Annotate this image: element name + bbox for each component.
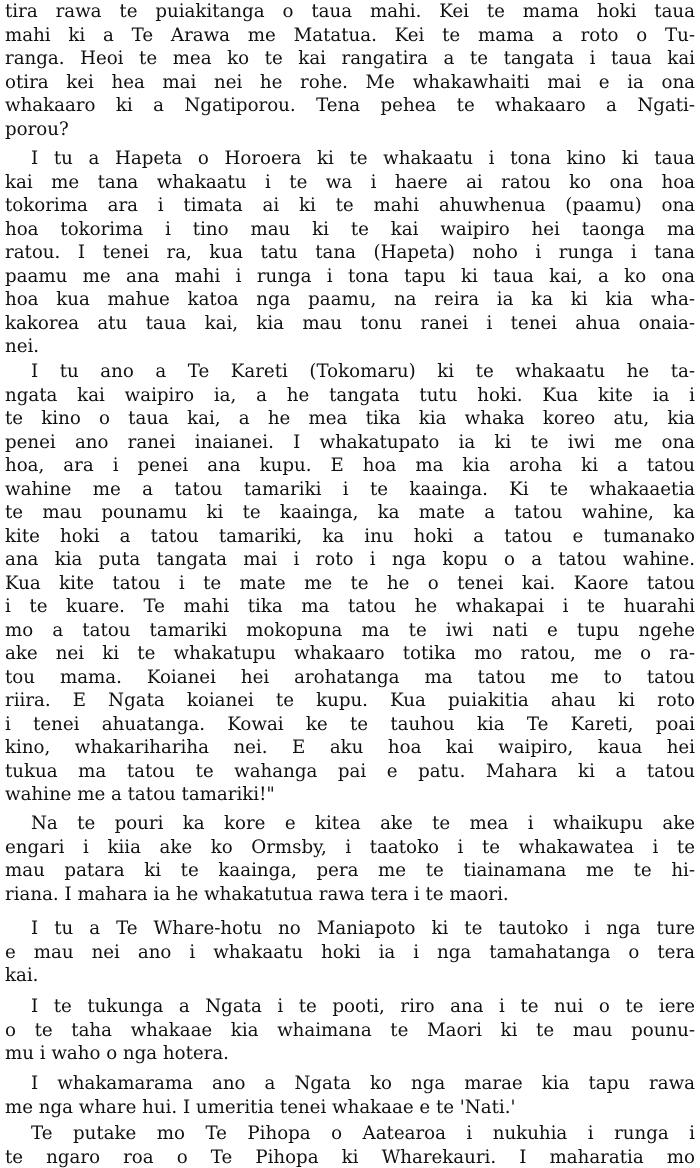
text-line: kai. — [5, 965, 39, 986]
paragraph-te-kareti — [5, 360, 695, 807]
text-line: hoa kua mahue katoa nga paamu, na reira ia ka ki kia wha- — [5, 289, 695, 310]
text-line: Na te pouri ka kore e kitea ake te mea i whaikupu ake — [31, 813, 695, 834]
paragraph-pihopa — [5, 1122, 695, 1168]
text-line: porou? — [5, 118, 69, 140]
text-line: kai me tana whakaatu i te wa i haere ai ratou ko ona hoa — [5, 171, 695, 193]
paragraph-pooti — [5, 995, 695, 1066]
text-line: mo a tatou tamariki mokopuna ma te iwi nati e tupu ngehe — [5, 619, 695, 641]
text-line: o te taha whakaae kia whaimana te Maori ki te mau pounu- — [5, 1019, 695, 1041]
text-line: wahine me a tatou tamariki i te kaainga. Ki te whakaaetia — [5, 478, 695, 500]
text-line: ngata kai waipiro ia, a he tangata tutu hoki. Kua kite ia i — [5, 384, 695, 406]
text-line: kakorea atu taua kai, kia mau tonu ranei i tenei ahua onaia- — [5, 312, 695, 334]
paragraph-ormsby — [5, 812, 695, 906]
text-line: ratou. I tenei ra, kua tatu tana (Hapeta) noho i runga i tana — [5, 242, 695, 263]
text-line: otira kei hea mai nei he rohe. Me whakawhaiti mai e ia ona — [5, 71, 695, 93]
text-line: kite hoki a tatou tamariki, ka inu hoki a tatou e tumanako — [5, 525, 695, 547]
text-line: i tenei ahuatanga. Kowai ke te tauhou kia Te Kareti, poai — [5, 713, 695, 735]
paragraph-te-whare-hotu — [5, 917, 695, 988]
text-line: I tu a Hapeta o Horoera ki te whakaatu i tona kino ki taua — [31, 148, 695, 169]
text-line: riira. E Ngata koianei te kupu. Kua puiakitia ahau ki roto — [5, 690, 695, 711]
text-line: ake nei ki te whakatupu whakaaro totika mo ratou, me o ra- — [5, 643, 695, 664]
text-line: hoa tokorima i tino mau ki te kai waipiro hei taonga ma — [5, 218, 695, 240]
text-line: tokorima ara i timata ai ki te mahi ahuwhenua (paamu) ona — [5, 195, 695, 216]
text-line: I tu a Te Whare-hotu no Maniapoto ki te tautoko i nga ture — [31, 918, 695, 939]
text-line: I te tukunga a Ngata i te pooti, riro ana i te nui o te iere — [31, 996, 695, 1017]
text-line: mu i waho o nga hotera. — [5, 1043, 229, 1064]
text-line: paamu me ana mahi i runga i tona tapu ki taua kai, a ko ona — [5, 265, 695, 287]
text-line: mau patara ki te kaainga, pera me te tiainamana me te hi- — [5, 860, 695, 881]
text-line: Te putake mo Te Pihopa o Aatearoa i nukuhia i runga i — [31, 1123, 695, 1144]
text-line: nei. — [5, 336, 40, 357]
text-line: tira rawa te puiakitanga o taua mahi. Kei te mama hoki taua — [5, 1, 695, 22]
text-line: e mau nei ano i whakaatu hoki ia i nga tamahatanga o tera — [5, 941, 695, 963]
text-line: me nga whare hui. I umeritia tenei whakaae e te 'Nati.' — [5, 1096, 516, 1118]
text-line: te ngaro roa o Te Pihopa ki Wharekauri. I maharatia mo — [5, 1146, 695, 1168]
text-line: tukua ma tatou te wahanga pai e patu. Mahara ki a tatou — [5, 760, 695, 782]
text-line: penei ano ranei inaianei. I whakatupato ia ki te iwi me ona — [5, 431, 695, 453]
text-line: riana. I mahara ia he whakatutua rawa tera i te maori. — [5, 883, 509, 905]
paragraph-marae — [5, 1072, 695, 1119]
text-line: I tu ano a Te Kareti (Tokomaru) ki te whakaatu he ta- — [31, 361, 695, 382]
text-line: kino, whakarihariha nei. E aku hoa kai waipiro, kaua hei — [5, 737, 695, 758]
text-line: mahi ki a Te Arawa me Matatua. Kei te mama a roto o Tu- — [5, 24, 695, 46]
paragraph-hapeta — [5, 147, 695, 359]
paragraph-continuation — [5, 0, 695, 141]
text-line: hoa, ara i penei ana kupu. E hoa ma kia aroha ki a tatou — [5, 455, 695, 476]
text-line: te kino o taua kai, a he mea tika kia whaka koreo atu, kia — [5, 408, 695, 429]
text-line: wahine me a tatou tamariki!" — [5, 784, 275, 805]
text-line: engari i kiia ake ko Ormsby, i taatoko i te whakawatea i te — [5, 836, 695, 858]
text-line: i te kuare. Te mahi tika ma tatou he whakapai i te huarahi — [5, 596, 695, 617]
text-line: I whakamarama ano a Ngata ko nga marae kia tapu rawa — [31, 1073, 695, 1094]
text-line: ranga. Heoi te mea ko te kai rangatira a te tangata i taua kai — [5, 48, 695, 69]
text-line: Kua kite tatou i te mate me te he o tenei kai. Kaore tatou — [5, 572, 695, 594]
text-line: whakaaro ki a Ngatiporou. Tena pehea te whakaaro a Ngati- — [5, 95, 695, 116]
text-line: tou mama. Koianei hei arohatanga ma tatou me to tatou — [5, 666, 695, 688]
text-line: ana kia puta tangata mai i roto i nga kopu o a tatou wahine. — [5, 549, 695, 570]
text-line: te mau pounamu ki te kaainga, ka mate a tatou wahine, ka — [5, 502, 695, 523]
